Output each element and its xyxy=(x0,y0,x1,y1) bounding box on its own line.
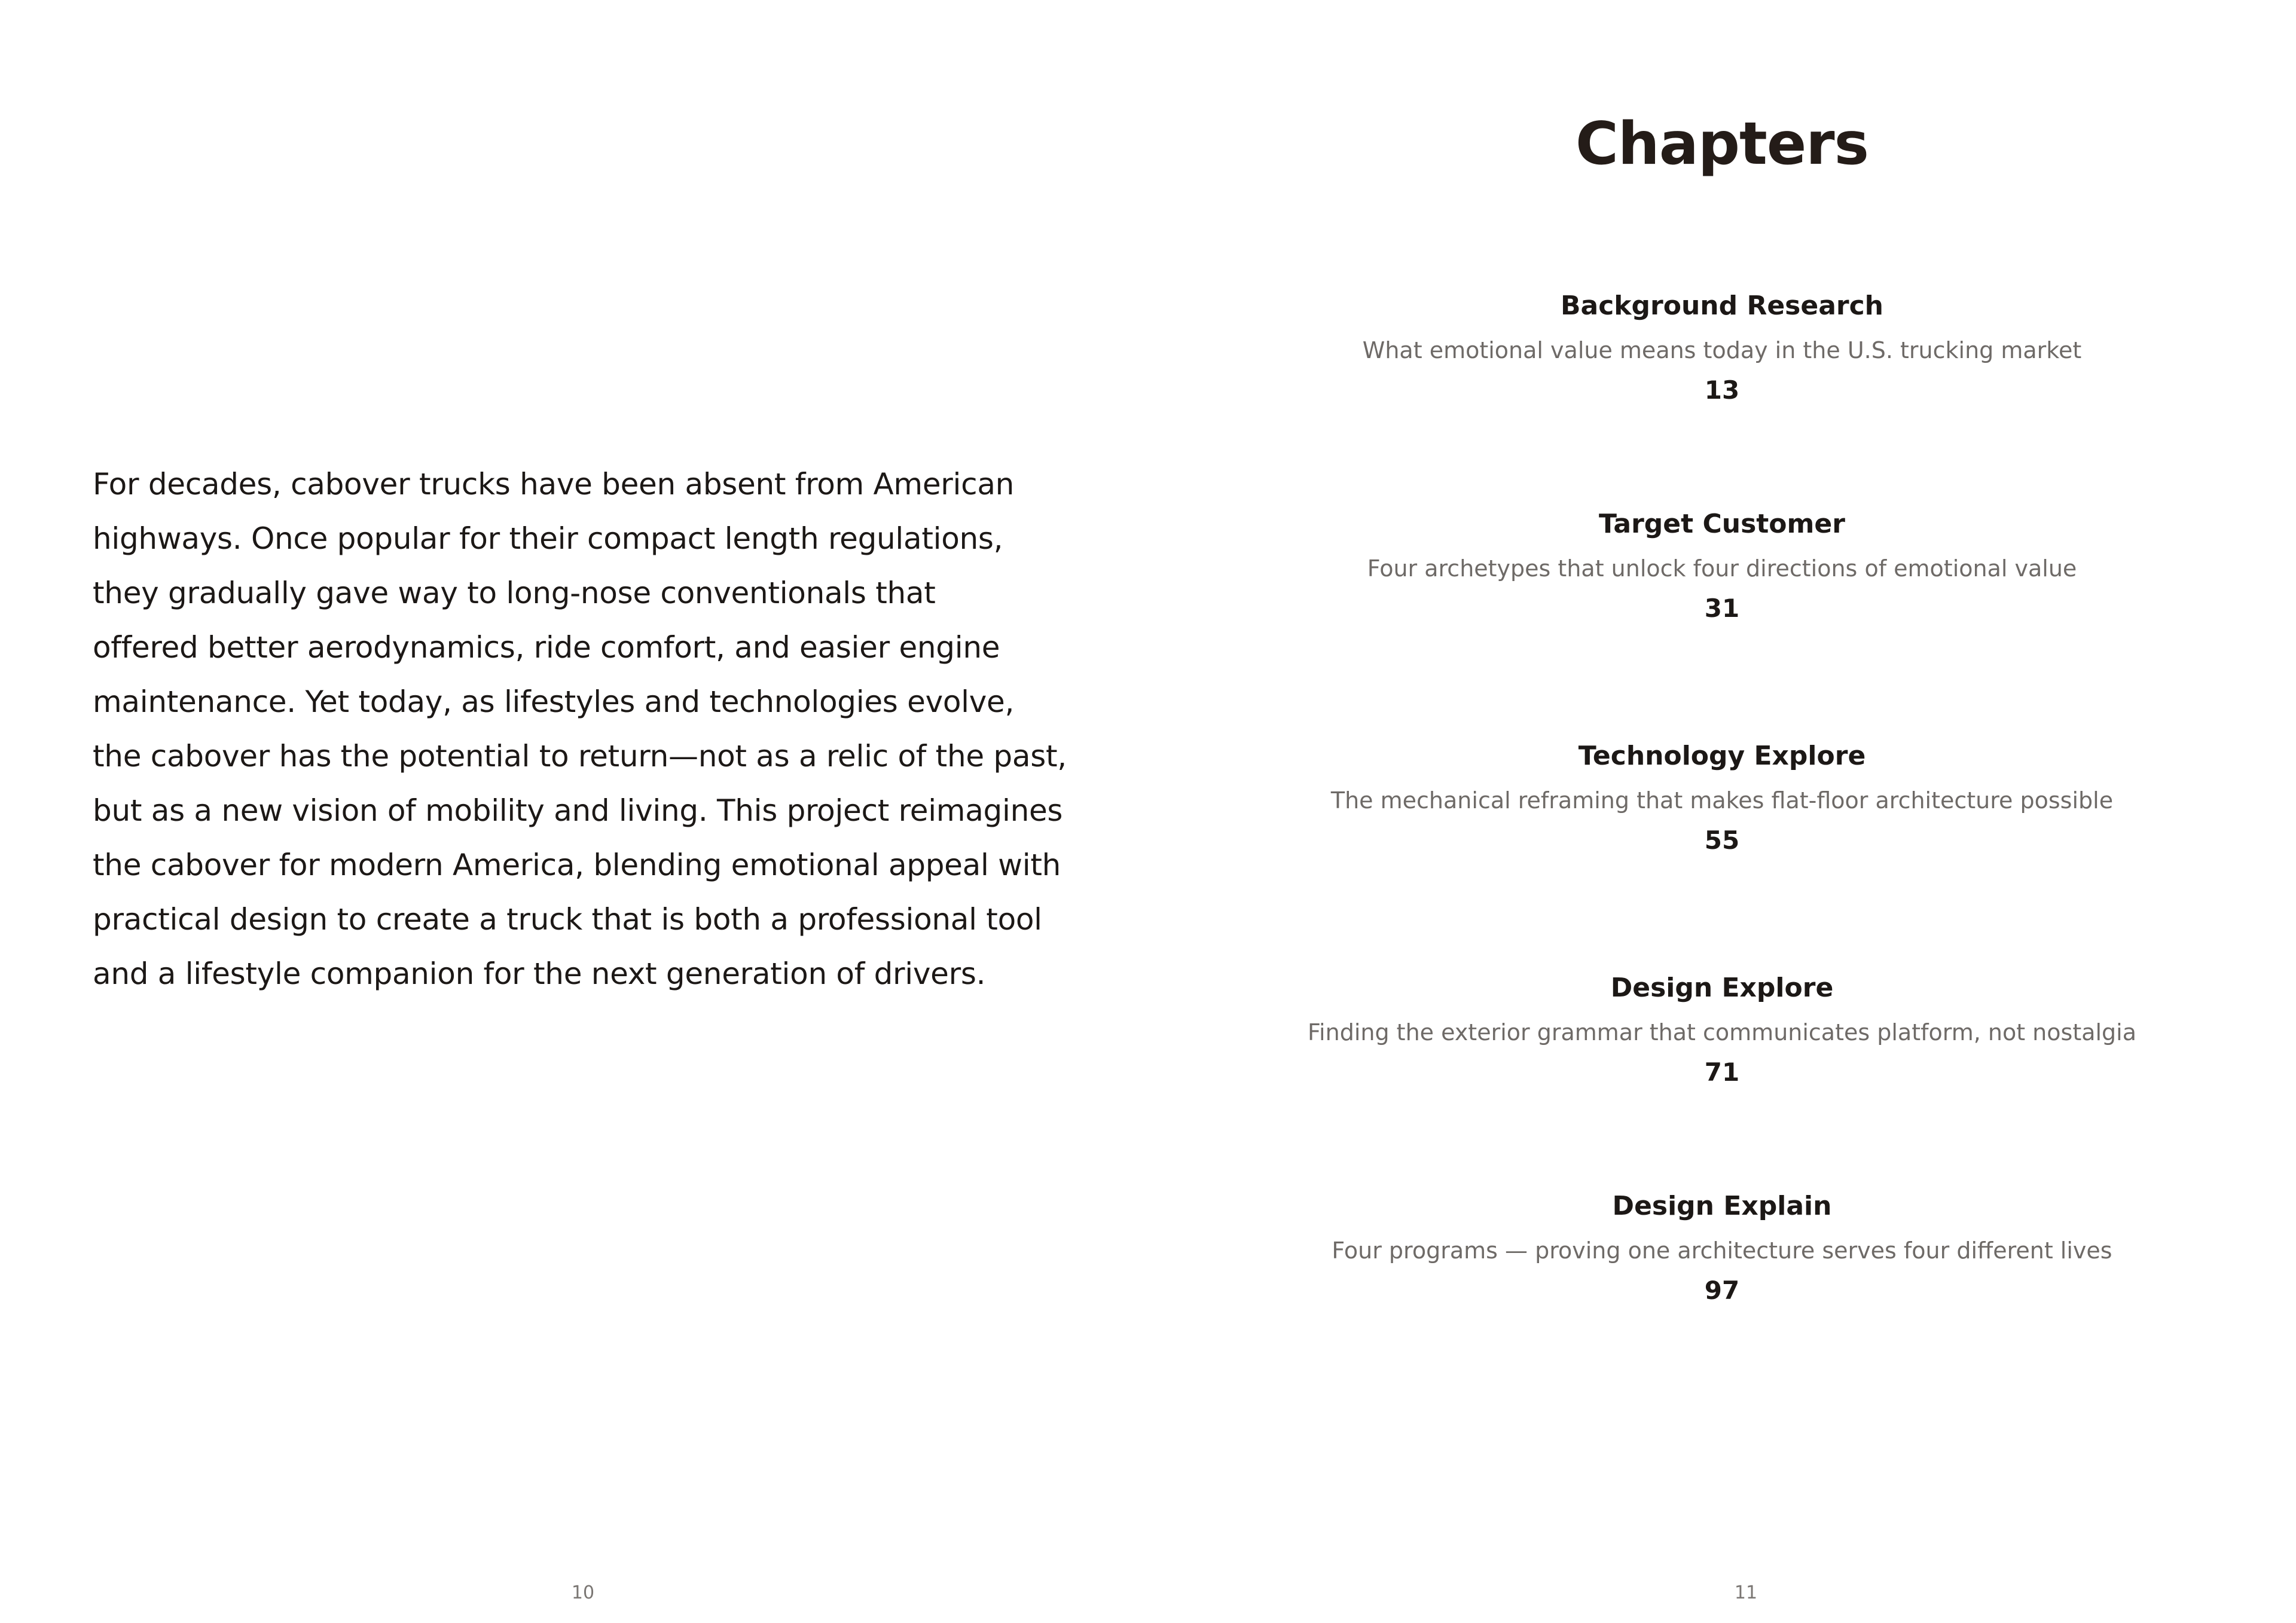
chapters-heading: Chapters xyxy=(1576,110,1868,178)
intro-line: but as a new vision of mobility and living. This project reimagines xyxy=(93,793,1063,828)
chapter-description: What emotional value means today in the U.S. trucking market xyxy=(1362,337,2082,363)
intro-line: they gradually gave way to long-nose conventionals that xyxy=(93,576,936,610)
intro-line: highways. Once popular for their compact length regulations, xyxy=(93,521,1003,556)
chapter-description: The mechanical reframing that makes flat-floor architecture possible xyxy=(1330,787,2114,814)
intro-line: For decades, cabover trucks have been absent from American xyxy=(93,467,1015,502)
page-number-right: 11 xyxy=(1734,1582,1758,1603)
chapter-title: Technology Explore xyxy=(1578,741,1866,771)
intro-line: the cabover has the potential to return—not as a relic of the past, xyxy=(93,739,1067,774)
intro-line: the cabover for modern America, blending emotional appeal with xyxy=(93,848,1061,882)
chapter-entry-technology-explore[interactable] xyxy=(1148,738,2296,857)
chapter-description: Finding the exterior grammar that communicates platform, not nostalgia xyxy=(1307,1019,2137,1046)
chapter-title: Design Explore xyxy=(1610,973,1834,1003)
chapter-title: Design Explain xyxy=(1612,1191,1832,1221)
chapter-entry-target-customer[interactable] xyxy=(1148,506,2296,625)
chapter-title: Target Customer xyxy=(1599,509,1845,539)
chapter-page-number: 97 xyxy=(1704,1276,1740,1305)
chapter-description: Four archetypes that unlock four directions of emotional value xyxy=(1367,555,2077,582)
page-number-left: 10 xyxy=(571,1582,595,1603)
intro-paragraph xyxy=(93,457,1085,1001)
intro-line: practical design to create a truck that is both a professional tool xyxy=(93,902,1042,937)
chapter-description: Four programs — proving one architecture serves four different lives xyxy=(1332,1237,2112,1264)
chapter-page-number: 55 xyxy=(1704,826,1740,855)
intro-line: offered better aerodynamics, ride comfort, and easier engine xyxy=(93,630,1000,665)
chapter-page-number: 71 xyxy=(1704,1057,1740,1087)
right-page xyxy=(1148,0,2296,1623)
intro-line: maintenance. Yet today, as lifestyles and technologies evolve, xyxy=(93,684,1015,719)
chapter-title: Background Research xyxy=(1560,291,1883,321)
chapter-entry-design-explore[interactable] xyxy=(1148,970,2296,1089)
chapter-entry-background-research[interactable] xyxy=(1148,288,2296,407)
chapter-page-number: 31 xyxy=(1704,594,1740,623)
chapter-page-number: 13 xyxy=(1704,375,1740,405)
chapter-entry-design-explain[interactable] xyxy=(1148,1188,2296,1307)
intro-line: and a lifestyle companion for the next generation of drivers. xyxy=(93,956,986,991)
